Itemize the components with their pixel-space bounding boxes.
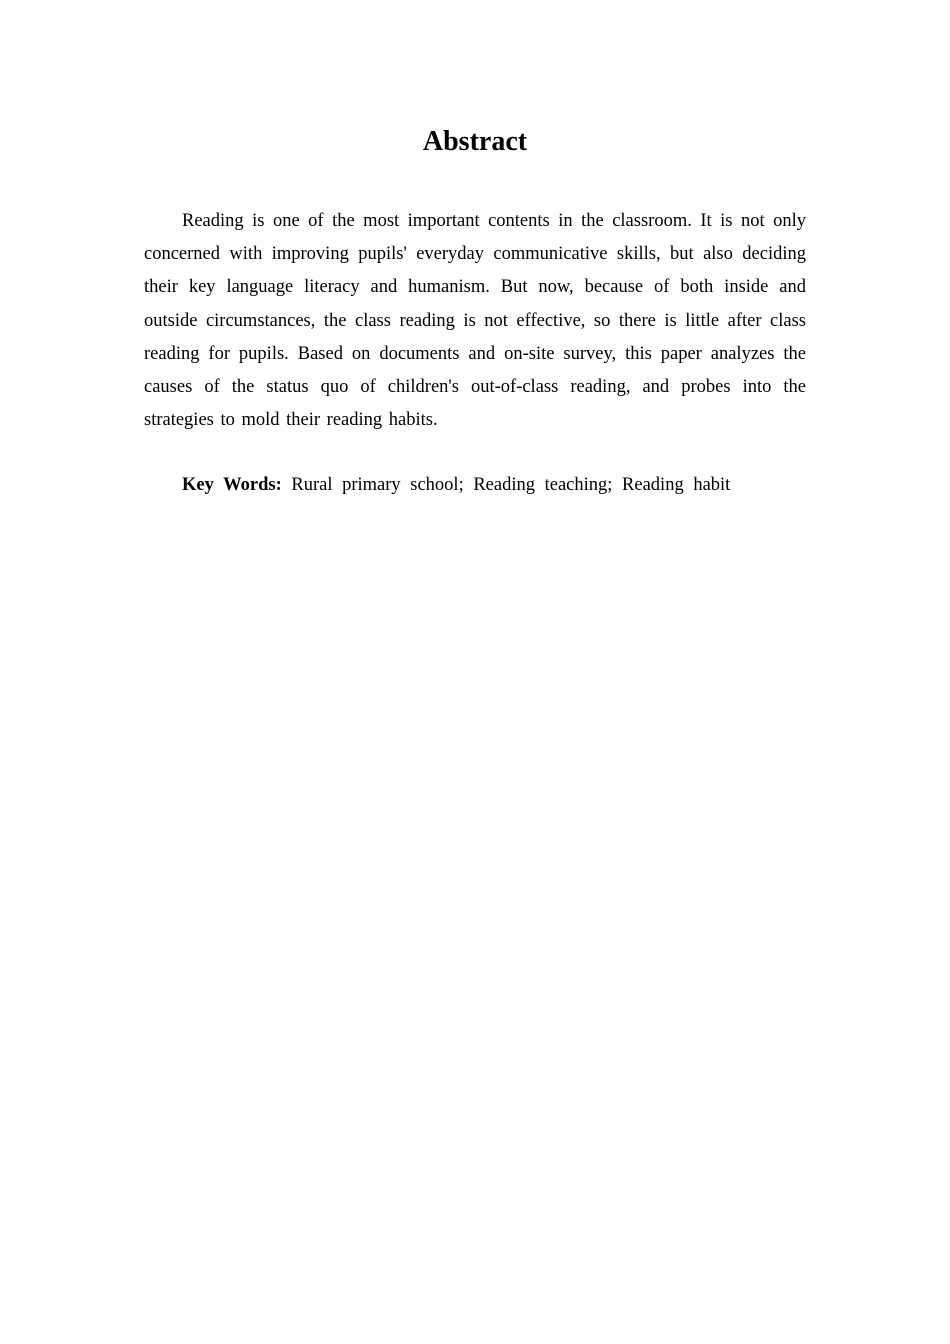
keywords-line (182, 469, 806, 502)
page-title: Abstract (422, 126, 528, 157)
keywords-text: Rural primary school; Reading teaching; Reading habit (291, 475, 731, 495)
abstract-paragraph: Reading is one of the most important contents in the classroom. It is not only concerned with improving pupils' everyday communicative skills, but also deciding their key language literacy and humanism. But now, because of both inside and outside circumstances, the class reading is not effective, so there is little after class reading for pupils. Based on documents and on-site survey, this paper analyzes the causes of the status quo of children's out-of-class reading, and probes into the strategies to mold their reading habits. (144, 211, 806, 431)
keywords-label: Key Words: (182, 475, 282, 495)
